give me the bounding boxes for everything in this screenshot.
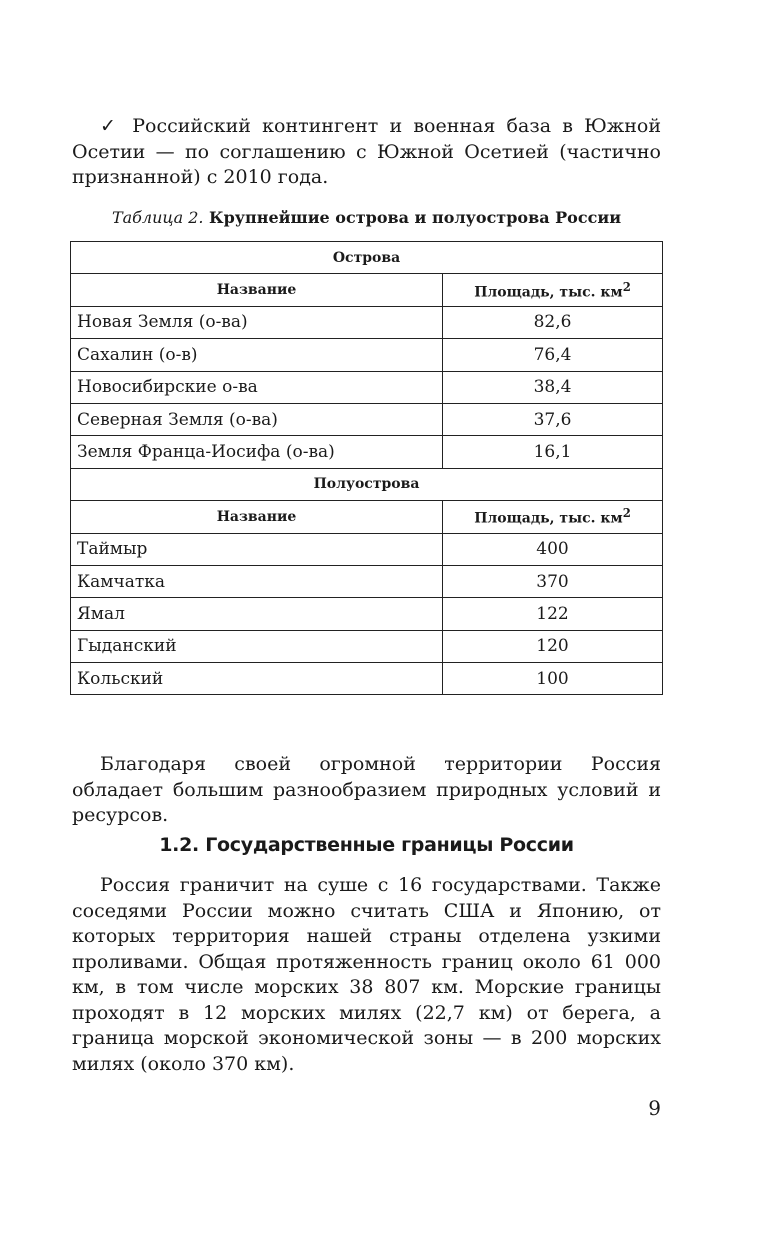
- table-row: [71, 533, 663, 565]
- table-caption-title: Крупнейшие острова и полуострова России: [203, 208, 622, 227]
- row-area: 16,1: [443, 436, 663, 468]
- table-row: [71, 436, 663, 468]
- table-row: [71, 630, 663, 662]
- column-header-name: Название: [71, 274, 443, 306]
- row-area: 38,4: [443, 371, 663, 403]
- row-name: Северная Земля (о-ва): [71, 403, 443, 435]
- row-name: Кольский: [71, 663, 443, 695]
- column-header-name: Название: [71, 501, 443, 533]
- section-title-peninsulas: Полуострова: [71, 468, 663, 500]
- table-column-header-row: [71, 501, 663, 533]
- paragraph-south-ossetia: [72, 114, 661, 191]
- table-section-header-row: [71, 468, 663, 500]
- row-name: Камчатка: [71, 565, 443, 597]
- row-area: 370: [443, 565, 663, 597]
- paragraph-text: Российский контингент и военная база в Южной Осетии — по соглашению с Южной Осетией (частично признанной) с 2010 года.: [72, 115, 662, 188]
- islands-peninsulas-table: [70, 241, 663, 695]
- table-row: [71, 565, 663, 597]
- row-area: 37,6: [443, 403, 663, 435]
- row-area: 76,4: [443, 339, 663, 371]
- column-header-area: [443, 274, 663, 306]
- row-name: Сахалин (о-в): [71, 339, 443, 371]
- row-name: Таймыр: [71, 533, 443, 565]
- row-name: Новосибирские о-ва: [71, 371, 443, 403]
- table-row: [71, 598, 663, 630]
- section-heading: 1.2. Государственные границы России: [159, 834, 574, 856]
- row-area: 82,6: [443, 306, 663, 338]
- column-header-area-sup: 2: [622, 506, 631, 521]
- column-header-area-text: Площадь, тыс. км: [474, 511, 623, 528]
- row-name: Земля Франца-Иосифа (о-ва): [71, 436, 443, 468]
- row-name: Гыданский: [71, 630, 443, 662]
- table-row: [71, 339, 663, 371]
- check-icon: ✓: [100, 115, 122, 137]
- section-title-islands: Острова: [71, 242, 663, 274]
- page-number: 9: [648, 1096, 661, 1120]
- row-area: 100: [443, 663, 663, 695]
- table-row: [71, 663, 663, 695]
- row-area: 122: [443, 598, 663, 630]
- paragraph-borders: Россия граничит на суше с 16 государствами. Также соседями России можно считать США и Японию, от которых территория нашей страны отделена узкими проливами. Общая протяженность границ около 61 000 км, в том числе морских 38 807 км. Морские границы проходят в 12 морских милях (22,7 км) от берега, а граница морской экономической зоны — в 200 морских милях (около 370 км).: [72, 874, 661, 1075]
- table-column-header-row: [71, 274, 663, 306]
- column-header-area: [443, 501, 663, 533]
- table-row: [71, 306, 663, 338]
- table-caption: [72, 208, 661, 227]
- row-area: 120: [443, 630, 663, 662]
- row-name: Ямал: [71, 598, 443, 630]
- table-row: [71, 371, 663, 403]
- table-section-header-row: [71, 242, 663, 274]
- table-row: [71, 403, 663, 435]
- column-header-area-text: Площадь, тыс. км: [474, 284, 623, 301]
- row-name: Новая Земля (о-ва): [71, 306, 443, 338]
- table-caption-label: Таблица 2.: [111, 208, 204, 227]
- column-header-area-sup: 2: [622, 279, 631, 294]
- paragraph-natural-diversity: Благодаря своей огромной территории Россия обладает большим разнообразием природных условий и ресурсов.: [72, 753, 661, 826]
- row-area: 400: [443, 533, 663, 565]
